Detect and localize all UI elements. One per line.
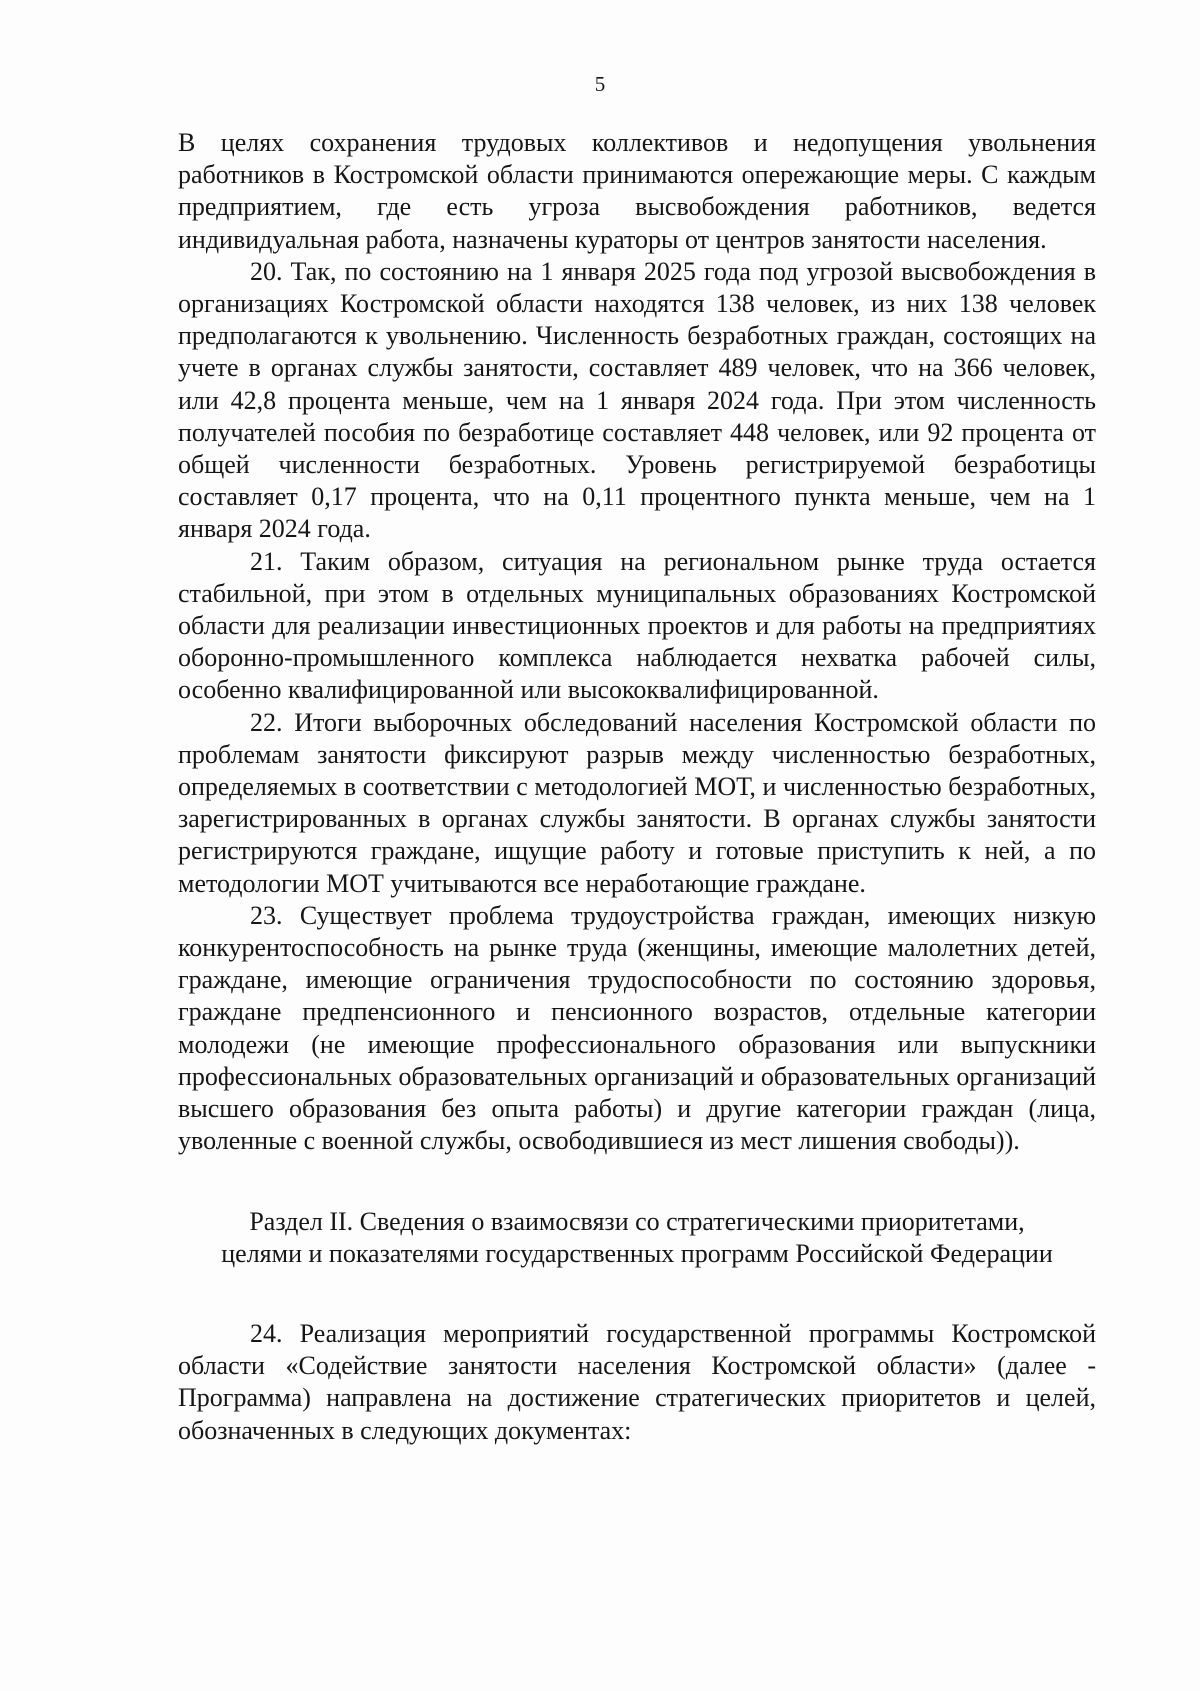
section-heading-line-1: Раздел II. Сведения о взаимосвязи со стратегическими приоритетами, (249, 1206, 1025, 1236)
section-heading (178, 1206, 1096, 1270)
page-number: 5 (594, 72, 606, 96)
paragraph-24: 24. Реализация мероприятий государственной программы Костромской области «Содействие занятости населения Костромской области» (далее - Программа) направлена на достижение стратегических приоритетов и целей, обозначенных в следующих документах: (178, 1318, 1096, 1445)
paragraph-22: 22. Итоги выборочных обследований населения Костромской области по проблемам занятости фиксируют разрыв между численностью безработных, определяемых в соответствии с методологией МОТ, и численностью безработных, зарегистрированных в органах службы занятости. В органах службы занятости регистрируются граждане, ищущие работу и готовые приступить к ней, а по методологии МОТ учитываются все неработающие граждане. (178, 707, 1096, 898)
document-body (178, 127, 1096, 1447)
paragraph-intro: В целях сохранения трудовых коллективов и недопущения увольнения работников в Костромской области принимаются опережающие меры. С каждым предприятием, где есть угроза высвобождения работников, ведется индивидуальная работа, назначены кураторы от центров занятости населения. (178, 128, 1096, 254)
paragraph-21: 21. Таким образом, ситуация на региональном рынке труда остается стабильной, при этом в отдельных муниципальных образованиях Костромской области для реализации инвестиционных проектов и для работы на предприятиях оборонно-промышленного комплекса наблюдается нехватка рабочей силы, особенно квалифицированной или высококвалифицированной. (178, 546, 1096, 705)
section-heading-line-2: целями и показателями государственных программ Российской Федерации (221, 1238, 1053, 1268)
paragraph-20: 20. Так, по состоянию на 1 января 2025 года под угрозой высвобождения в организациях Костромской области находятся 138 человек, из них 138 человек предполагаются к увольнению. Численность безработных граждан, состоящих на учете в органах службы занятости, составляет 489 человек, что на 366 человек, или 42,8 процента меньше, чем на 1 января 2024 года. При этом численность получателей пособия по безработице составляет 448 человек, или 92 процента от общей численности безработных. Уровень регистрируемой безработицы составляет 0,17 процента, что на 0,11 процентного пункта меньше, чем на 1 января 2024 года. (178, 256, 1096, 544)
paragraph-23: 23. Существует проблема трудоустройства граждан, имеющих низкую конкурентоспособность на рынке труда (женщины, имеющие малолетних детей, граждане, имеющие ограничения трудоспособности по состоянию здоровья, граждане предпенсионного и пенсионного возрастов, отдельные категории молодежи (не имеющие профессионального образования или выпускники профессиональных образовательных организаций и образовательных организаций высшего образования без опыта работы) и другие категории граждан (лица, уволенные с военной службы, освободившиеся из мест лишения свободы)). (178, 900, 1096, 1156)
